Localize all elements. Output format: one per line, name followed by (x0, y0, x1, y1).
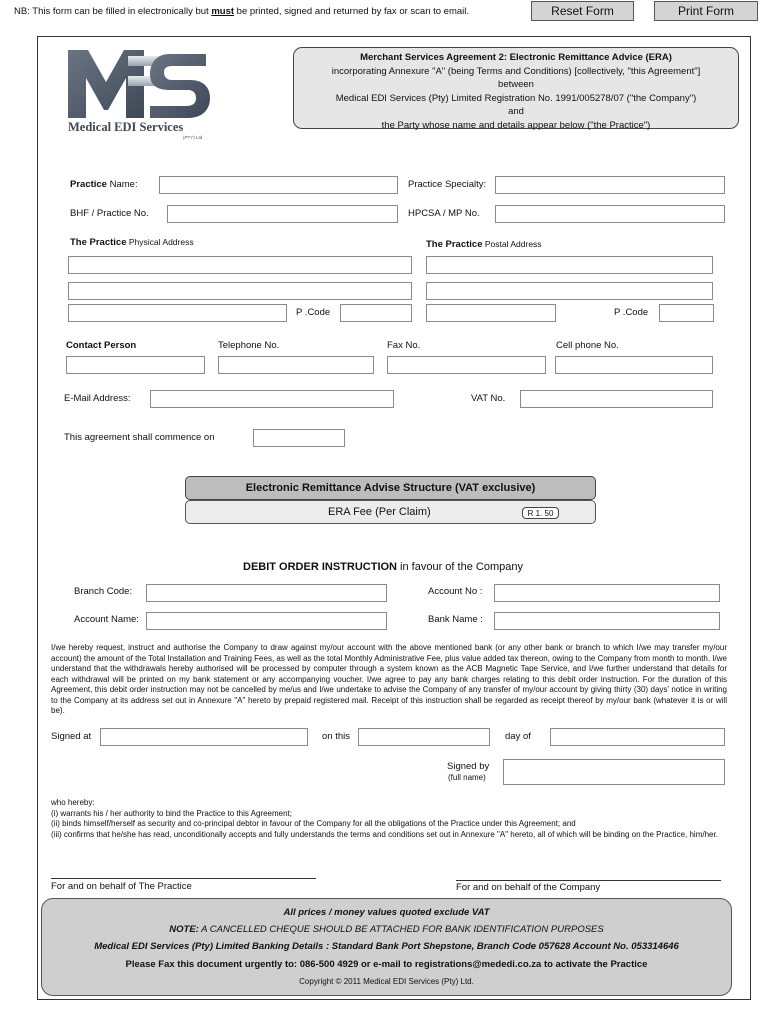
contact-person-label: Contact Person (66, 340, 137, 351)
behalf-company-label: For and on behalf of the Company (456, 882, 601, 893)
top-note-emphasis: must (211, 6, 235, 17)
bank-name-input[interactable] (494, 612, 720, 630)
full-name-label: (full name) (448, 773, 486, 782)
account-name-input[interactable] (146, 612, 387, 630)
cell-phone-label: Cell phone No. (556, 340, 619, 351)
postal-address-label-rest: Postal Address (482, 239, 542, 249)
agreement-header (293, 47, 739, 129)
signed-by-input[interactable] (503, 759, 725, 785)
postal-address-line-2[interactable] (426, 282, 713, 300)
clause-2: (ii) binds himself/herself as security and co-principal debtor in favour of the Company for all the obligations of the Practice under this Agreement; and (51, 819, 576, 828)
physical-address-label (70, 237, 194, 248)
hpcsa-label: HPCSA / MP No. (408, 208, 480, 219)
era-structure-title: Electronic Remittance Advise Structure (VAT exclusive) (185, 476, 596, 500)
account-no-label: Account No : (428, 586, 483, 597)
vat-label: VAT No. (471, 393, 506, 404)
behalf-practice-label: For and on behalf of The Practice (51, 881, 192, 892)
footer-note-bold: NOTE: (169, 924, 199, 935)
contact-person-input[interactable] (66, 356, 205, 374)
practice-signature-line (51, 878, 316, 879)
on-this-input[interactable] (358, 728, 490, 746)
debit-order-title (243, 561, 523, 573)
branch-code-input[interactable] (146, 584, 387, 602)
physical-address-label-rest: Physical Address (126, 237, 194, 247)
practice-name-input[interactable] (159, 176, 398, 194)
account-no-input[interactable] (494, 584, 720, 602)
clause-3: (iii) confirms that he/she has read, unconditionally accepts and fully understands the terms and conditions set out in Annexure "A" hereto, all of which will be binding on the Practice, him/her. (51, 829, 718, 839)
account-name-label: Account Name: (74, 614, 139, 625)
physical-address-label-bold: The Practice (70, 237, 127, 248)
on-this-label: on this (322, 731, 350, 742)
logo-subtext: (PTY) Ltd (183, 135, 203, 140)
print-form-button[interactable]: Print Form (654, 1, 758, 21)
commence-date-input[interactable] (253, 429, 345, 447)
telephone-input[interactable] (218, 356, 374, 374)
physical-pcode-label: P .Code (296, 307, 331, 318)
who-hereby-label: who hereby: (51, 798, 95, 807)
footer-fax: Please Fax this document urgently to: 086-500 4929 or e-mail to registrations@mededi.co.za to activate the Practice (125, 959, 648, 970)
fax-input[interactable] (387, 356, 546, 374)
who-hereby-clauses (51, 798, 727, 840)
company-logo (66, 48, 212, 146)
bhf-label: BHF / Practice No. (70, 208, 149, 219)
era-fee-label: ERA Fee (Per Claim) (328, 506, 431, 518)
footer-note-rest: A CANCELLED CHEQUE SHOULD BE ATTACHED FOR BANK IDENTIFICATION PURPOSES (198, 924, 604, 935)
practice-name-label-rest: Name: (106, 179, 138, 190)
postal-address-line-1[interactable] (426, 256, 713, 274)
postal-pcode-label: P .Code (614, 307, 649, 318)
reset-form-button[interactable]: Reset Form (531, 1, 634, 21)
era-fee-value: R 1. 50 (522, 507, 559, 519)
header-line-3: between (498, 79, 534, 90)
top-note (14, 6, 469, 17)
debit-order-title-bold: DEBIT ORDER INSTRUCTION (243, 561, 397, 573)
bhf-input[interactable] (167, 205, 398, 223)
physical-address-line-3[interactable] (68, 304, 287, 322)
footer-banking: Medical EDI Services (Pty) Limited Banking Details : Standard Bank Port Shepstone, Branch Code 057628 Account No. 053314646 (94, 941, 679, 952)
postal-address-line-3[interactable] (426, 304, 556, 322)
practice-name-label-bold: Practice (70, 179, 107, 190)
bank-name-label: Bank Name : (428, 614, 483, 625)
practice-specialty-label: Practice Specialty: (408, 179, 487, 190)
footer-note (42, 924, 731, 935)
footer-prices: All prices / money values quoted exclude VAT (283, 907, 490, 918)
footer-notice (41, 898, 732, 996)
clause-1: (i) warrants his / her authority to bind the Practice to this Agreement; (51, 808, 292, 818)
cell-phone-input[interactable] (555, 356, 713, 374)
postal-address-label-bold: The Practice (426, 239, 483, 250)
top-note-prefix: NB: This form can be filled in electronically but (14, 6, 212, 17)
practice-specialty-input[interactable] (495, 176, 725, 194)
header-line-5: and (508, 106, 524, 117)
day-of-label: day of (505, 731, 531, 742)
header-line-4: Medical EDI Services (Pty) Limited Registration No. 1991/005278/07 ("the Company") (335, 92, 697, 104)
physical-address-line-1[interactable] (68, 256, 412, 274)
debit-order-title-rest: in favour of the Company (397, 561, 523, 573)
signed-by-label: Signed by (447, 761, 490, 772)
email-label: E-Mail Address: (64, 393, 131, 404)
postal-address-label (426, 239, 542, 250)
physical-address-line-2[interactable] (68, 282, 412, 300)
email-input[interactable] (150, 390, 394, 408)
header-line-2: incorporating Annexure "A" (being Terms and Conditions) [collectively, "this Agreement"] (331, 65, 701, 77)
vat-input[interactable] (520, 390, 713, 408)
practice-name-label (70, 179, 138, 190)
day-of-input[interactable] (550, 728, 725, 746)
company-signature-line (456, 880, 721, 881)
top-note-suffix: be printed, signed and returned by fax or scan to email. (234, 6, 470, 17)
physical-pcode-input[interactable] (340, 304, 412, 322)
branch-code-label: Branch Code: (74, 586, 133, 597)
telephone-label: Telephone No. (218, 340, 280, 351)
header-title: Merchant Services Agreement 2: Electronic Remittance Advice (ERA) (360, 52, 672, 63)
fax-label: Fax No. (387, 340, 421, 351)
header-line-6: the Party whose name and details appear below ("the Practice") (381, 119, 651, 131)
logo-text: Medical EDI Services (68, 120, 184, 134)
hpcsa-input[interactable] (495, 205, 725, 223)
signed-at-input[interactable] (100, 728, 308, 746)
signed-at-label: Signed at (51, 731, 92, 742)
footer-copyright: Copyright © 2011 Medical EDI Services (Pty) Ltd. (299, 977, 474, 986)
postal-pcode-input[interactable] (659, 304, 714, 322)
commence-label: This agreement shall commence on (64, 432, 215, 443)
debit-order-paragraph: I/we hereby request, instruct and authorise the Company to draw against my/our account with the above mentioned bank (or any other bank or branch to which I/we may transfer my/our account) the amount of the Total Installation and Training Fees, as well as the total Monthly Administrative Fee, plus value added tax thereon, owing to the Company from month to month. I/we understand that the withdrawals hereby authorised will be processed by computer through a system known as the ACB Magnetic Tape Service, and I/we further understand that details for each withdrawal will be printed on my bank statement or any accompanying voucher. I/we agree to pay any bank charges relating to this debit order instruction. For the duration of this Agreement, this debit order instruction may not be cancelled by me/us and I/we undertake to advise the Company of any transfer of my/our account by giving thirty (30) days' notice in writing to the Company at its address set out in Annexure "A" hereto by prepaid registered mail. Receipt of this instruction shall be regarded as receipt thereof by my/our bank (whatever it is or will be). (51, 643, 727, 715)
